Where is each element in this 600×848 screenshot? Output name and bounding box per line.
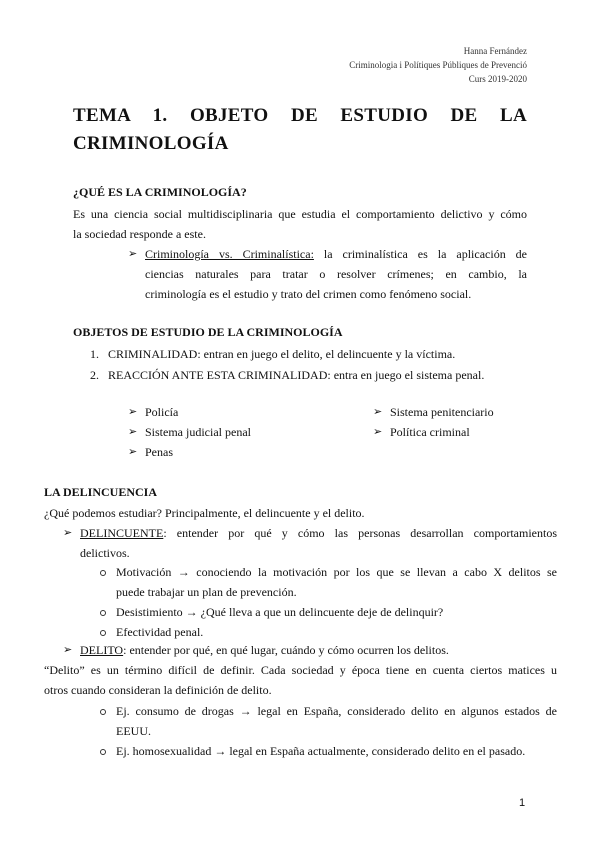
bullet-line: delictivos.	[80, 546, 130, 560]
circle-bullet-icon	[100, 709, 106, 715]
arrow-bullet-icon: ➢	[128, 426, 138, 438]
page-title-line1: TEMA 1. OBJETO DE ESTUDIO DE LA	[73, 105, 527, 126]
arrow-bullet-icon: ➢	[373, 406, 383, 418]
sub-bullet-line: Motivación → conociendo la motivación por los que se llevan a cabo X delitos se	[116, 565, 557, 579]
arrow-bullet-icon: ➢	[128, 446, 138, 458]
paragraph-line: otros cuando consideran la definición de delito.	[44, 683, 272, 697]
bullet-line: ciencias naturales para tratar o resolver crímenes; en cambio, la	[145, 267, 527, 281]
paragraph-line: Es una ciencia social multidisciplinaria que estudia el comportamiento delictivo y cómo	[73, 207, 527, 221]
page-number: 1	[519, 797, 526, 809]
list-item: Policía	[145, 405, 179, 419]
term-delito: DELITO	[80, 643, 124, 657]
arrow-bullet-icon: ➢	[128, 406, 138, 418]
arrow-bullet-icon: ➢	[128, 248, 138, 260]
arrow-bullet-icon: ➢	[373, 426, 383, 438]
bullet-line: DELITO: entender por qué, en qué lugar, cuándo y cómo ocurren los delitos.	[80, 643, 449, 657]
header-course: Criminologia i Polítiques Públiques de Prevenció	[349, 60, 527, 70]
sub-bullet-line: Ej. consumo de drogas → legal en España, considerado delito en algunos estados de	[116, 704, 557, 718]
arrow-bullet-icon: ➢	[63, 527, 73, 539]
circle-bullet-icon	[100, 749, 106, 755]
sub-bullet-line: Ej. homosexualidad → legal en España actualmente, considerado delito en el pasado.	[116, 744, 526, 758]
sub-bullet-line: EEUU.	[116, 724, 151, 738]
bullet-line: DELINCUENTE: entender por qué y cómo las personas desarrollan comportamientos	[80, 526, 557, 540]
header-author: Hanna Fernández	[463, 46, 527, 56]
list-item: REACCIÓN ANTE ESTA CRIMINALIDAD: entra en juego el sistema penal.	[108, 368, 485, 382]
circle-bullet-icon	[100, 630, 106, 636]
list-item: Sistema judicial penal	[145, 425, 251, 439]
section-heading-objetos: OBJETOS DE ESTUDIO DE LA CRIMINOLOGÍA	[73, 325, 343, 339]
bullet-line: criminología es el estudio y trato del crimen como fenómeno social.	[145, 287, 472, 301]
sub-bullet-line: Efectividad penal.	[116, 625, 204, 639]
circle-bullet-icon	[100, 610, 106, 616]
list-number: 2.	[90, 368, 99, 382]
list-item: Política criminal	[390, 425, 470, 439]
paragraph-line: “Delito” es un término difícil de definir. Cada sociedad y época tiene en cuenta ciertos matices u	[44, 663, 557, 677]
page-title-line2: CRIMINOLOGÍA	[73, 133, 229, 154]
list-item: CRIMINALIDAD: entran en juego el delito, el delincuente y la víctima.	[108, 347, 456, 361]
bullet-line: Criminología vs. Criminalística: la criminalística es la aplicación de	[145, 247, 527, 261]
term-delincuente: DELINCUENTE	[80, 526, 164, 540]
paragraph-line: ¿Qué podemos estudiar? Principalmente, el delincuente y el delito.	[44, 506, 365, 520]
paragraph-line: la sociedad responde a este.	[73, 227, 206, 241]
arrow-bullet-icon: ➢	[63, 644, 73, 656]
header-year: Curs 2019-2020	[468, 74, 527, 84]
circle-bullet-icon	[100, 570, 106, 576]
section-heading-que-es: ¿QUÉ ES LA CRIMINOLOGÍA?	[73, 185, 247, 199]
list-number: 1.	[90, 347, 99, 361]
term-criminologia-vs-criminalistica: Criminología vs. Criminalística:	[145, 247, 314, 261]
list-item: Penas	[145, 445, 173, 459]
sub-bullet-line: puede trabajar un plan de prevención.	[116, 585, 297, 599]
section-heading-delincuencia: LA DELINCUENCIA	[44, 485, 158, 499]
list-item: Sistema penitenciario	[390, 405, 494, 419]
sub-bullet-line: Desistimiento → ¿Qué lleva a que un delincuente deje de delinquir?	[116, 605, 444, 619]
